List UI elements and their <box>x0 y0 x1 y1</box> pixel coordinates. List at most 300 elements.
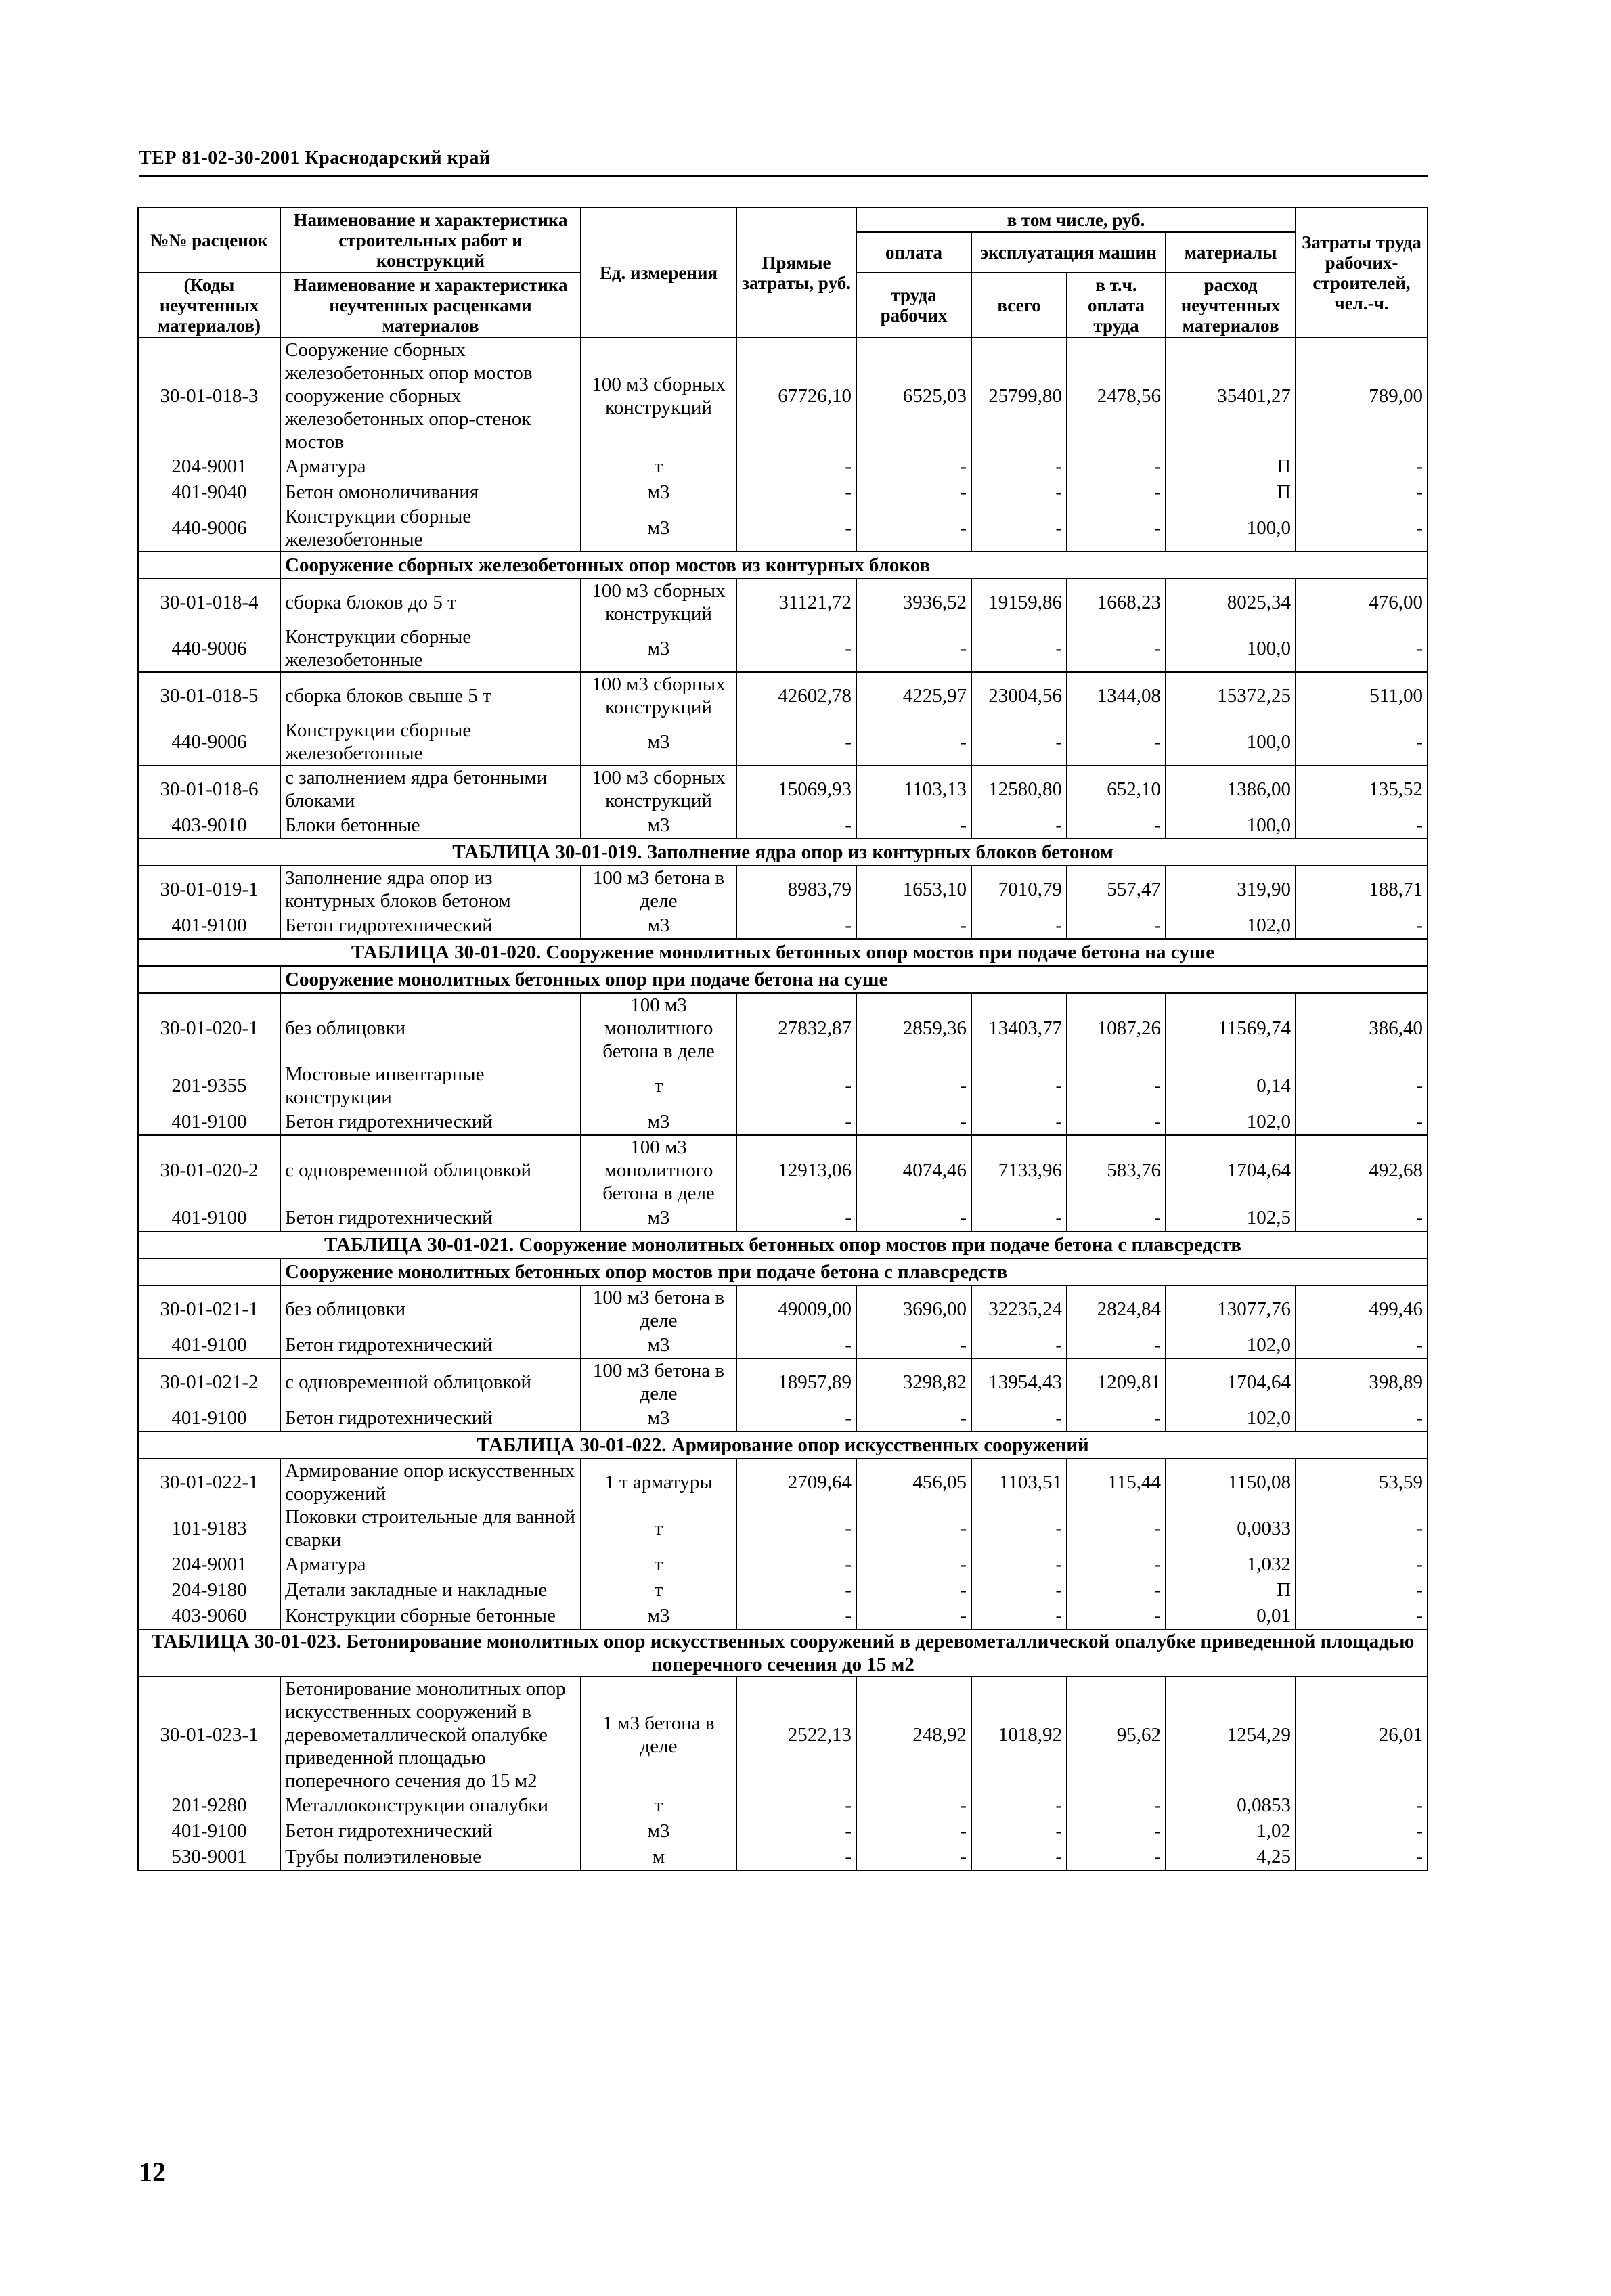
labor-cost: 26,01 <box>1296 1677 1428 1792</box>
machines-wages: - <box>1067 479 1166 505</box>
machines-cost: 7133,96 <box>971 1135 1067 1205</box>
labor-cost: - <box>1296 1063 1428 1109</box>
labor-cost: - <box>1296 625 1428 672</box>
rate-code: 440-9006 <box>138 719 280 766</box>
direct-cost: - <box>736 1332 856 1359</box>
labor-cost: - <box>1296 812 1428 839</box>
rate-code: 401-9100 <box>138 1818 280 1844</box>
row-unit: 1 м3 бетона в деле <box>581 1677 736 1792</box>
col-header-mach-total: всего <box>971 273 1067 338</box>
machines-cost: - <box>971 1109 1067 1135</box>
row-name: без облицовки <box>280 993 581 1063</box>
table-row <box>138 1285 1428 1332</box>
machines-wages: - <box>1067 1577 1166 1603</box>
row-name: Бетон гидротехнический <box>280 1405 581 1432</box>
row-unit: 100 м3 монолитного бетона в деле <box>581 1135 736 1205</box>
row-unit: м3 <box>581 1109 736 1135</box>
direct-cost: - <box>736 1405 856 1432</box>
machines-wages: 2824,84 <box>1067 1285 1166 1332</box>
table-row <box>138 939 1428 966</box>
machines-wages: - <box>1067 1109 1166 1135</box>
machines-cost: 32235,24 <box>971 1285 1067 1332</box>
section-heading: Сооружение сборных железобетонных опор мостов из контурных блоков <box>280 552 1428 579</box>
materials-cost: 1704,64 <box>1166 1135 1296 1205</box>
labor-cost: 511,00 <box>1296 672 1428 719</box>
direct-cost: 27832,87 <box>736 993 856 1063</box>
wages-cost: - <box>856 1405 971 1432</box>
rate-code: 30-01-021-1 <box>138 1285 280 1332</box>
direct-cost: 15069,93 <box>736 766 856 812</box>
table-row <box>138 1505 1428 1551</box>
row-unit: 100 м3 сборных конструкций <box>581 338 736 454</box>
direct-cost: - <box>736 1063 856 1109</box>
materials-cost: 4,25 <box>1166 1844 1296 1870</box>
rate-code: 403-9010 <box>138 812 280 839</box>
row-name: Бетон гидротехнический <box>280 912 581 939</box>
machines-cost: - <box>971 1505 1067 1551</box>
machines-wages: 1668,23 <box>1067 579 1166 625</box>
machines-wages: - <box>1067 1205 1166 1231</box>
rate-code: 440-9006 <box>138 505 280 552</box>
machines-wages: - <box>1067 912 1166 939</box>
materials-cost: 8025,34 <box>1166 579 1296 625</box>
wages-cost: 6525,03 <box>856 338 971 454</box>
labor-cost: - <box>1296 1405 1428 1432</box>
row-unit: 100 м3 бетона в деле <box>581 1359 736 1405</box>
labor-cost: 789,00 <box>1296 338 1428 454</box>
row-name: Армирование опор искусственных сооружений <box>280 1459 581 1505</box>
labor-cost: 492,68 <box>1296 1135 1428 1205</box>
wages-cost: - <box>856 1505 971 1551</box>
table-row <box>138 1629 1428 1677</box>
direct-cost: 8983,79 <box>736 866 856 912</box>
labor-cost: - <box>1296 1109 1428 1135</box>
direct-cost: 49009,00 <box>736 1285 856 1332</box>
wages-cost: - <box>856 1603 971 1629</box>
row-name: Поковки строительные для ванной сварки <box>280 1505 581 1551</box>
machines-cost: 12580,80 <box>971 766 1067 812</box>
labor-cost: 53,59 <box>1296 1459 1428 1505</box>
section-spacer <box>138 552 280 579</box>
materials-cost: 100,0 <box>1166 505 1296 552</box>
wages-cost: 1653,10 <box>856 866 971 912</box>
table-row <box>138 1205 1428 1231</box>
col-header-wages: оплата <box>856 232 971 273</box>
table-row <box>138 1432 1428 1459</box>
machines-cost: 23004,56 <box>971 672 1067 719</box>
materials-cost: 0,0853 <box>1166 1792 1296 1818</box>
row-name: Мостовые инвентарные конструкции <box>280 1063 581 1109</box>
wages-cost: - <box>856 1551 971 1577</box>
rate-code: 401-9040 <box>138 479 280 505</box>
machines-wages: 557,47 <box>1067 866 1166 912</box>
row-unit: м3 <box>581 1205 736 1231</box>
materials-cost: 1386,00 <box>1166 766 1296 812</box>
labor-cost: - <box>1296 1505 1428 1551</box>
materials-cost: 100,0 <box>1166 719 1296 766</box>
machines-wages: - <box>1067 625 1166 672</box>
row-unit: м3 <box>581 1332 736 1359</box>
table-row <box>138 1577 1428 1603</box>
machines-wages: 115,44 <box>1067 1459 1166 1505</box>
col-header-mat-un: расход неучтенных материалов <box>1166 273 1296 338</box>
table-row <box>138 812 1428 839</box>
labor-cost: - <box>1296 1844 1428 1870</box>
section-heading: Сооружение монолитных бетонных опор при подаче бетона на суше <box>280 966 1428 993</box>
wages-cost: 2859,36 <box>856 993 971 1063</box>
labor-cost: - <box>1296 1603 1428 1629</box>
machines-wages: - <box>1067 505 1166 552</box>
machines-cost: 25799,80 <box>971 338 1067 454</box>
row-unit: т <box>581 1063 736 1109</box>
materials-cost: 102,0 <box>1166 912 1296 939</box>
labor-cost: 386,40 <box>1296 993 1428 1063</box>
machines-wages: - <box>1067 1405 1166 1432</box>
wages-cost: - <box>856 1818 971 1844</box>
row-name: сборка блоков свыше 5 т <box>280 672 581 719</box>
machines-cost: 13954,43 <box>971 1359 1067 1405</box>
section-heading: Сооружение монолитных бетонных опор мостов при подаче бетона с плавсредств <box>280 1258 1428 1285</box>
row-name: Бетон гидротехнический <box>280 1109 581 1135</box>
labor-cost: - <box>1296 1332 1428 1359</box>
materials-cost: 15372,25 <box>1166 672 1296 719</box>
machines-cost: - <box>971 719 1067 766</box>
machines-wages: - <box>1067 1818 1166 1844</box>
wages-cost: 4074,46 <box>856 1135 971 1205</box>
row-name: сборка блоков до 5 т <box>280 579 581 625</box>
direct-cost: - <box>736 1505 856 1551</box>
row-unit: т <box>581 454 736 479</box>
direct-cost: - <box>736 1818 856 1844</box>
machines-cost: 1018,92 <box>971 1677 1067 1792</box>
machines-cost: - <box>971 812 1067 839</box>
wages-cost: 4225,97 <box>856 672 971 719</box>
table-row <box>138 579 1428 625</box>
table-body <box>138 338 1428 1870</box>
table-row <box>138 1603 1428 1629</box>
labor-cost: - <box>1296 1205 1428 1231</box>
materials-cost: 102,5 <box>1166 1205 1296 1231</box>
materials-cost: 102,0 <box>1166 1332 1296 1359</box>
table-row <box>138 1792 1428 1818</box>
col-header-code-b: (Коды неучтенных материалов) <box>138 273 280 338</box>
direct-cost: 67726,10 <box>736 338 856 454</box>
machines-wages: 652,10 <box>1067 766 1166 812</box>
wages-cost: 3298,82 <box>856 1359 971 1405</box>
table-row <box>138 1844 1428 1870</box>
materials-cost: 102,0 <box>1166 1109 1296 1135</box>
section-spacer <box>138 1258 280 1285</box>
rate-code: 201-9280 <box>138 1792 280 1818</box>
direct-cost: - <box>736 1109 856 1135</box>
rate-code: 30-01-020-1 <box>138 993 280 1063</box>
direct-cost: - <box>736 1205 856 1231</box>
row-name: Конструкции сборные железобетонные <box>280 505 581 552</box>
row-unit: м3 <box>581 912 736 939</box>
table-row <box>138 1258 1428 1285</box>
table-row <box>138 1551 1428 1577</box>
row-name: Конструкции сборные железобетонные <box>280 625 581 672</box>
rate-code: 201-9355 <box>138 1063 280 1109</box>
direct-cost: - <box>736 625 856 672</box>
row-unit: 1 т арматуры <box>581 1459 736 1505</box>
table-row <box>138 719 1428 766</box>
wages-cost: - <box>856 1205 971 1231</box>
table-row <box>138 1818 1428 1844</box>
labor-cost: - <box>1296 719 1428 766</box>
wages-cost: - <box>856 1332 971 1359</box>
row-name: Конструкции сборные бетонные <box>280 1603 581 1629</box>
machines-cost: - <box>971 625 1067 672</box>
table-heading: ТАБЛИЦА 30-01-020. Сооружение монолитных бетонных опор мостов при подаче бетона на суше <box>138 939 1428 966</box>
row-name: с одновременной облицовкой <box>280 1135 581 1205</box>
materials-cost: П <box>1166 479 1296 505</box>
direct-cost: 12913,06 <box>736 1135 856 1205</box>
machines-wages: 1209,81 <box>1067 1359 1166 1405</box>
machines-cost: - <box>971 1603 1067 1629</box>
col-header-machines: эксплуатация машин <box>971 232 1166 273</box>
table-row <box>138 1405 1428 1432</box>
materials-cost: 1,032 <box>1166 1551 1296 1577</box>
table-row <box>138 1359 1428 1405</box>
wages-cost: - <box>856 812 971 839</box>
col-header-name-b: Наименование и характеристика неучтенных расценками материалов <box>280 273 581 338</box>
row-unit: м <box>581 1844 736 1870</box>
materials-cost: П <box>1166 454 1296 479</box>
rate-code: 530-9001 <box>138 1844 280 1870</box>
wages-cost: 3936,52 <box>856 579 971 625</box>
col-header-direct: Прямые затраты, руб. <box>736 208 856 338</box>
row-unit: 100 м3 бетона в деле <box>581 866 736 912</box>
table-row <box>138 866 1428 912</box>
wages-cost: - <box>856 505 971 552</box>
row-unit: м3 <box>581 1818 736 1844</box>
page-number: 12 <box>139 2157 166 2187</box>
row-name: Металлоконструкции опалубки <box>280 1792 581 1818</box>
machines-cost: - <box>971 912 1067 939</box>
direct-cost: - <box>736 812 856 839</box>
labor-cost: - <box>1296 1818 1428 1844</box>
machines-cost: - <box>971 454 1067 479</box>
wages-cost: - <box>856 454 971 479</box>
row-name: Арматура <box>280 1551 581 1577</box>
table-row <box>138 1063 1428 1109</box>
row-unit: м3 <box>581 812 736 839</box>
table-row <box>138 993 1428 1063</box>
direct-cost: 42602,78 <box>736 672 856 719</box>
wages-cost: 248,92 <box>856 1677 971 1792</box>
machines-cost: - <box>971 1551 1067 1577</box>
wages-cost: - <box>856 625 971 672</box>
wages-cost: 1103,13 <box>856 766 971 812</box>
col-header-wages-sub: труда рабочих <box>856 273 971 338</box>
rate-code: 204-9180 <box>138 1577 280 1603</box>
machines-wages: - <box>1067 1603 1166 1629</box>
row-name: Бетон гидротехнический <box>280 1205 581 1231</box>
row-name: без облицовки <box>280 1285 581 1332</box>
rate-code: 401-9100 <box>138 1109 280 1135</box>
rate-code: 30-01-018-4 <box>138 579 280 625</box>
section-spacer <box>138 966 280 993</box>
materials-cost: 1254,29 <box>1166 1677 1296 1792</box>
direct-cost: - <box>736 1844 856 1870</box>
machines-cost: 19159,86 <box>971 579 1067 625</box>
wages-cost: - <box>856 1109 971 1135</box>
direct-cost: - <box>736 1792 856 1818</box>
header-rule <box>139 175 1428 177</box>
table-heading: ТАБЛИЦА 30-01-022. Армирование опор искусственных сооружений <box>138 1432 1428 1459</box>
direct-cost: - <box>736 912 856 939</box>
table-row <box>138 912 1428 939</box>
row-unit: м3 <box>581 719 736 766</box>
rate-code: 30-01-023-1 <box>138 1677 280 1792</box>
materials-cost: П <box>1166 1577 1296 1603</box>
row-name: Блоки бетонные <box>280 812 581 839</box>
direct-cost: 2709,64 <box>736 1459 856 1505</box>
row-unit: т <box>581 1792 736 1818</box>
wages-cost: - <box>856 1844 971 1870</box>
machines-cost: - <box>971 1405 1067 1432</box>
machines-wages: - <box>1067 454 1166 479</box>
table-header <box>138 208 1428 338</box>
materials-cost: 0,01 <box>1166 1603 1296 1629</box>
row-name: Детали закладные и накладные <box>280 1577 581 1603</box>
direct-cost: - <box>736 1551 856 1577</box>
table-row <box>138 1109 1428 1135</box>
labor-cost: - <box>1296 1577 1428 1603</box>
row-name: Конструкции сборные железобетонные <box>280 719 581 766</box>
rate-code: 440-9006 <box>138 625 280 672</box>
document-header: ТЕР 81-02-30-2001 Краснодарский край <box>139 148 491 169</box>
materials-cost: 1150,08 <box>1166 1459 1296 1505</box>
rate-code: 30-01-018-5 <box>138 672 280 719</box>
materials-cost: 0,0033 <box>1166 1505 1296 1551</box>
labor-cost: 398,89 <box>1296 1359 1428 1405</box>
wages-cost: - <box>856 912 971 939</box>
machines-wages: 583,76 <box>1067 1135 1166 1205</box>
direct-cost: 2522,13 <box>736 1677 856 1792</box>
materials-cost: 13077,76 <box>1166 1285 1296 1332</box>
wages-cost: - <box>856 719 971 766</box>
table-heading: ТАБЛИЦА 30-01-019. Заполнение ядра опор из контурных блоков бетоном <box>138 839 1428 866</box>
machines-wages: 95,62 <box>1067 1677 1166 1792</box>
materials-cost: 11569,74 <box>1166 993 1296 1063</box>
labor-cost: - <box>1296 1551 1428 1577</box>
table-row <box>138 454 1428 479</box>
labor-cost: - <box>1296 1792 1428 1818</box>
row-name: Бетон гидротехнический <box>280 1818 581 1844</box>
col-header-materials: материалы <box>1166 232 1296 273</box>
rate-code: 30-01-021-2 <box>138 1359 280 1405</box>
direct-cost: - <box>736 1577 856 1603</box>
labor-cost: - <box>1296 479 1428 505</box>
table-row <box>138 1135 1428 1205</box>
rate-code: 401-9100 <box>138 912 280 939</box>
materials-cost: 319,90 <box>1166 866 1296 912</box>
materials-cost: 1704,64 <box>1166 1359 1296 1405</box>
rate-code: 401-9100 <box>138 1405 280 1432</box>
rate-code: 30-01-018-3 <box>138 338 280 454</box>
machines-cost: - <box>971 1577 1067 1603</box>
table-row <box>138 625 1428 672</box>
direct-cost: - <box>736 505 856 552</box>
labor-cost: - <box>1296 454 1428 479</box>
labor-cost: 188,71 <box>1296 866 1428 912</box>
row-name: с заполнением ядра бетонными блоками <box>280 766 581 812</box>
direct-cost: - <box>736 719 856 766</box>
rate-code: 30-01-018-6 <box>138 766 280 812</box>
labor-cost: - <box>1296 912 1428 939</box>
table-row <box>138 552 1428 579</box>
materials-cost: 102,0 <box>1166 1405 1296 1432</box>
materials-cost: 0,14 <box>1166 1063 1296 1109</box>
machines-cost: 13403,77 <box>971 993 1067 1063</box>
rate-code: 30-01-020-2 <box>138 1135 280 1205</box>
machines-wages: - <box>1067 719 1166 766</box>
table-row <box>138 672 1428 719</box>
table-row <box>138 766 1428 812</box>
rate-code: 30-01-022-1 <box>138 1459 280 1505</box>
machines-cost: - <box>971 1205 1067 1231</box>
wages-cost: - <box>856 1063 971 1109</box>
labor-cost: 135,52 <box>1296 766 1428 812</box>
row-unit: м3 <box>581 505 736 552</box>
table-row <box>138 1231 1428 1258</box>
row-unit: м3 <box>581 1603 736 1629</box>
materials-cost: 35401,27 <box>1166 338 1296 454</box>
machines-wages: - <box>1067 1332 1166 1359</box>
machines-cost: - <box>971 1332 1067 1359</box>
direct-cost: 18957,89 <box>736 1359 856 1405</box>
rate-code: 401-9100 <box>138 1332 280 1359</box>
col-header-mach-wages: в т.ч. оплата труда <box>1067 273 1166 338</box>
table-row <box>138 505 1428 552</box>
machines-cost: 1103,51 <box>971 1459 1067 1505</box>
row-name: Арматура <box>280 454 581 479</box>
machines-wages: - <box>1067 1844 1166 1870</box>
rate-code: 204-9001 <box>138 1551 280 1577</box>
machines-cost: - <box>971 1792 1067 1818</box>
row-unit: т <box>581 1505 736 1551</box>
row-unit: т <box>581 1551 736 1577</box>
col-header-unit: Ед. измерения <box>581 208 736 338</box>
machines-wages: - <box>1067 812 1166 839</box>
machines-wages: - <box>1067 1792 1166 1818</box>
wages-cost: - <box>856 479 971 505</box>
machines-cost: - <box>971 505 1067 552</box>
direct-cost: - <box>736 1603 856 1629</box>
machines-cost: 7010,79 <box>971 866 1067 912</box>
wages-cost: 3696,00 <box>856 1285 971 1332</box>
rate-code: 403-9060 <box>138 1603 280 1629</box>
row-unit: 100 м3 сборных конструкций <box>581 672 736 719</box>
table-row <box>138 1677 1428 1792</box>
labor-cost: 476,00 <box>1296 579 1428 625</box>
table-row <box>138 1332 1428 1359</box>
row-unit: т <box>581 1577 736 1603</box>
direct-cost: - <box>736 479 856 505</box>
row-name: Трубы полиэтиленовые <box>280 1844 581 1870</box>
machines-wages: - <box>1067 1551 1166 1577</box>
row-name: Бетон гидротехнический <box>280 1332 581 1359</box>
machines-cost: - <box>971 1818 1067 1844</box>
table-row <box>138 839 1428 866</box>
row-name: Сооружение сборных железобетонных опор мостов сооружение сборных железобетонных опор-стенок мостов <box>280 338 581 454</box>
row-name: с одновременной облицовкой <box>280 1359 581 1405</box>
col-header-name-a: Наименование и характеристика строительных работ и конструкций <box>280 208 581 273</box>
rate-code: 30-01-019-1 <box>138 866 280 912</box>
machines-cost: - <box>971 1063 1067 1109</box>
